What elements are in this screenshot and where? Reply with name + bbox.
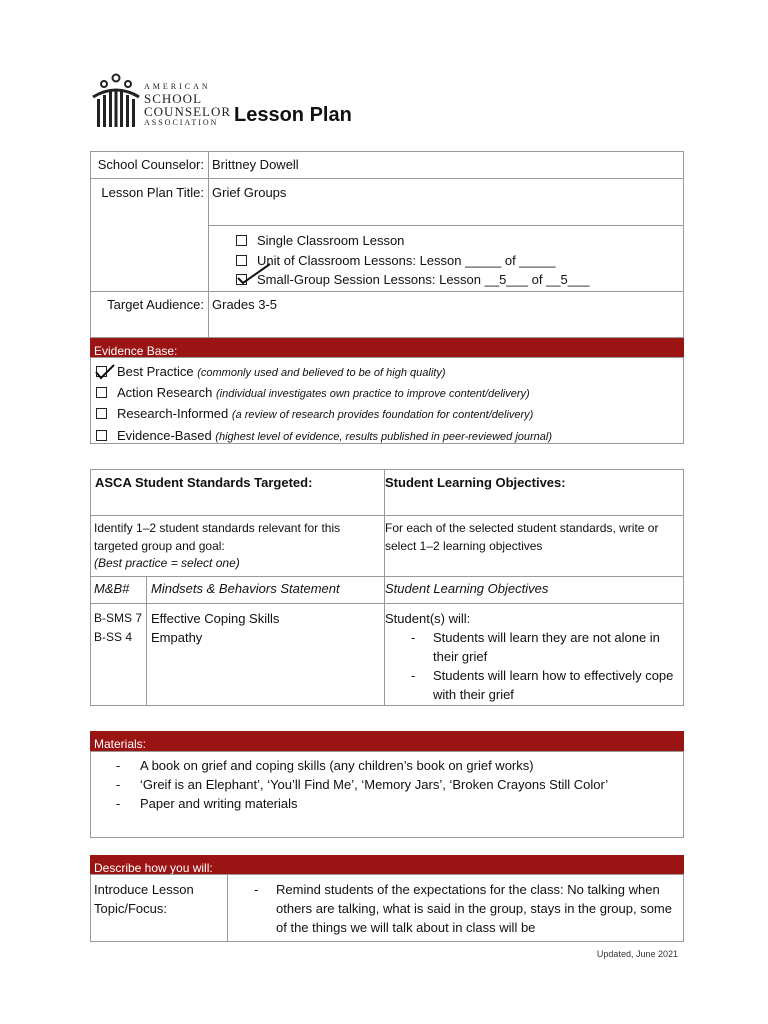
checkbox-icon[interactable] xyxy=(96,430,107,441)
lesson-type-unit[interactable] xyxy=(236,251,589,271)
lesson-type-label: Unit of Classroom Lessons: Lesson _____ of _____ xyxy=(257,252,556,268)
material-item: - A book on grief and coping skills (any children’s book on grief works) xyxy=(90,756,684,775)
checkbox-icon[interactable] xyxy=(96,408,107,419)
mb-statements xyxy=(151,609,279,647)
logo-line1: AMERICAN xyxy=(144,82,211,91)
intro-item: - Remind students of the expectations for the class: No talking when others are talking, what is said in the group, stays in the group, some of the things we will talk about in class will be xyxy=(228,880,682,937)
mb-statement: Effective Coping Skills xyxy=(151,611,280,626)
asca-logo-text xyxy=(144,73,231,127)
mb-statement: Empathy xyxy=(151,630,203,645)
mb-number-header: M&B# xyxy=(94,581,130,596)
mb-code: B-SS 4 xyxy=(94,630,133,644)
materials-header: Materials: xyxy=(90,731,684,751)
mb-codes xyxy=(94,609,142,647)
checkbox-icon[interactable] xyxy=(96,387,107,398)
describe-header: Describe how you will: xyxy=(90,855,684,875)
standards-instruction-text: Identify 1–2 student standards relevant for this targeted group and goal: xyxy=(94,521,341,553)
lesson-type-small-group[interactable] xyxy=(236,270,589,290)
intro-label: Introduce Lesson Topic/Focus: xyxy=(94,882,194,916)
counselor-label: School Counselor: xyxy=(97,157,204,172)
objectives-header: Student Learning Objectives: xyxy=(385,475,566,490)
evidence-label: Best Practice xyxy=(117,364,194,379)
counselor-value: Brittney Dowell xyxy=(212,157,299,172)
footer-updated: Updated, June 2021 xyxy=(596,949,678,959)
lesson-title-label: Lesson Plan Title: xyxy=(101,185,204,200)
asca-logo-figures-icon xyxy=(90,73,142,129)
learning-objectives-header: Student Learning Objectives xyxy=(385,581,549,596)
learning-objectives xyxy=(385,609,681,704)
lesson-type-single[interactable] xyxy=(236,231,589,251)
evidence-note: (commonly used and believed to be of high quality) xyxy=(197,367,446,379)
page-title: Lesson Plan xyxy=(234,104,352,126)
evidence-item[interactable] xyxy=(96,362,552,383)
intro-content xyxy=(228,880,682,940)
evidence-item[interactable] xyxy=(96,404,552,425)
material-item: - Paper and writing materials xyxy=(90,794,684,813)
handwritten-checkmark-icon xyxy=(236,260,272,284)
evidence-label: Evidence-Based xyxy=(117,427,212,443)
lesson-type-list xyxy=(236,231,589,290)
evidence-item[interactable] xyxy=(96,383,552,404)
statement-header: Mindsets & Behaviors Statement xyxy=(151,581,340,596)
lesson-type-label: Small-Group Session Lessons: Lesson __5___ of __5___ xyxy=(257,272,590,287)
objectives-intro: Student(s) will: xyxy=(385,611,471,626)
asca-logo xyxy=(90,73,230,129)
material-item: - ‘Greif is an Elephant’, ‘You’ll Find Me’, ‘Memory Jars’, ‘Broken Crayons Still Color’ xyxy=(90,775,684,794)
logo-line3: COUNSELOR xyxy=(144,104,232,119)
evidence-header: Evidence Base: xyxy=(90,338,684,358)
lesson-title-value: Grief Groups xyxy=(212,185,287,200)
standards-instruction-note: (Best practice = select one) xyxy=(94,556,240,570)
evidence-note: (highest level of evidence, results published in peer-reviewed journal) xyxy=(215,430,553,443)
evidence-label: Action Research xyxy=(117,385,213,401)
standards-header: ASCA Student Standards Targeted: xyxy=(95,475,313,490)
evidence-item[interactable] xyxy=(96,426,552,447)
evidence-note: (a review of research provides foundation for content/delivery) xyxy=(231,409,534,422)
logo-line4: ASSOCIATION xyxy=(144,118,219,127)
lesson-type-label: Single Classroom Lesson xyxy=(257,233,405,248)
audience-value: Grades 3-5 xyxy=(212,297,278,312)
mb-code: B-SMS 7 xyxy=(94,611,143,625)
audience-label: Target Audience: xyxy=(107,297,204,312)
materials-list xyxy=(90,756,684,813)
checkbox-icon[interactable] xyxy=(236,235,247,246)
evidence-list xyxy=(96,362,552,447)
handwritten-checkmark-icon xyxy=(94,363,116,381)
objectives-instructions: For each of the selected student standards, write or select 1–2 learning objectives xyxy=(385,521,659,553)
objective-item: - Students will learn they are not alone in their grief xyxy=(385,628,677,666)
objective-item: - Students will learn how to effectively cope with their grief xyxy=(385,666,677,704)
standards-instructions xyxy=(94,520,382,573)
evidence-label: Research-Informed xyxy=(117,406,229,422)
logo-line2: SCHOOL xyxy=(144,91,203,106)
evidence-note: (individual investigates own practice to improve content/delivery) xyxy=(216,388,530,401)
